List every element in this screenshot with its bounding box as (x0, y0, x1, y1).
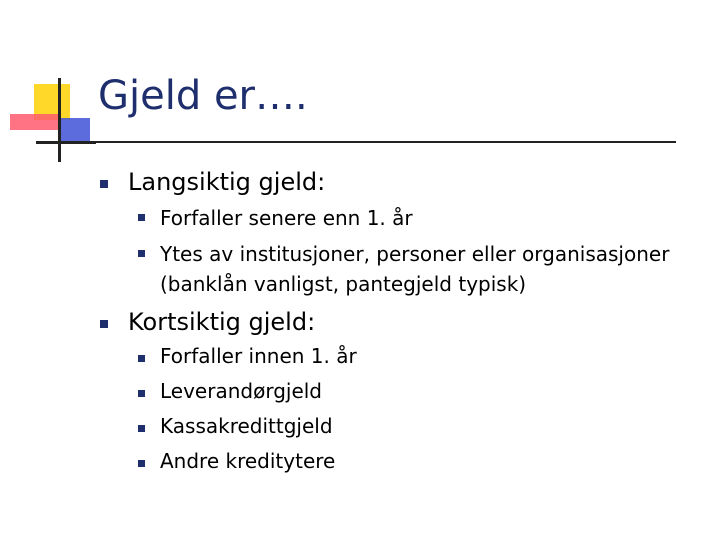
slide-title: Gjeld er…. (98, 73, 308, 119)
logo-red-bar (10, 114, 58, 130)
bullet-marker (138, 390, 145, 397)
bullet-marker (138, 460, 145, 467)
sub-bullet-text: Forfaller senere enn 1. år (160, 206, 413, 230)
title-underline (36, 141, 676, 143)
bullet-marker (138, 425, 145, 432)
bullet-marker (138, 250, 145, 257)
sub-bullet-text: Forfaller innen 1. år (160, 344, 357, 368)
sub-bullet-text: Leverandørgjeld (160, 379, 323, 403)
sub-bullet-text: Andre kreditytere (160, 449, 336, 473)
bullet-marker (138, 214, 145, 221)
sub-bullet-text: Ytes av institusjoner, personer eller organisasjoner (160, 242, 670, 266)
sub-bullet-text-continuation: (banklån vanligst, pantegjeld typisk) (160, 272, 527, 296)
bullet-kortsiktig-gjeld: Kortsiktig gjeld: (128, 308, 316, 336)
bullet-marker (100, 320, 108, 328)
sub-bullet-text: Kassakredittgjeld (160, 414, 333, 438)
bullet-marker (138, 355, 145, 362)
decorative-logo-icon (0, 0, 110, 170)
bullet-marker (100, 180, 108, 188)
logo-vertical-line (58, 78, 61, 162)
bullet-langsiktig-gjeld: Langsiktig gjeld: (128, 168, 326, 196)
